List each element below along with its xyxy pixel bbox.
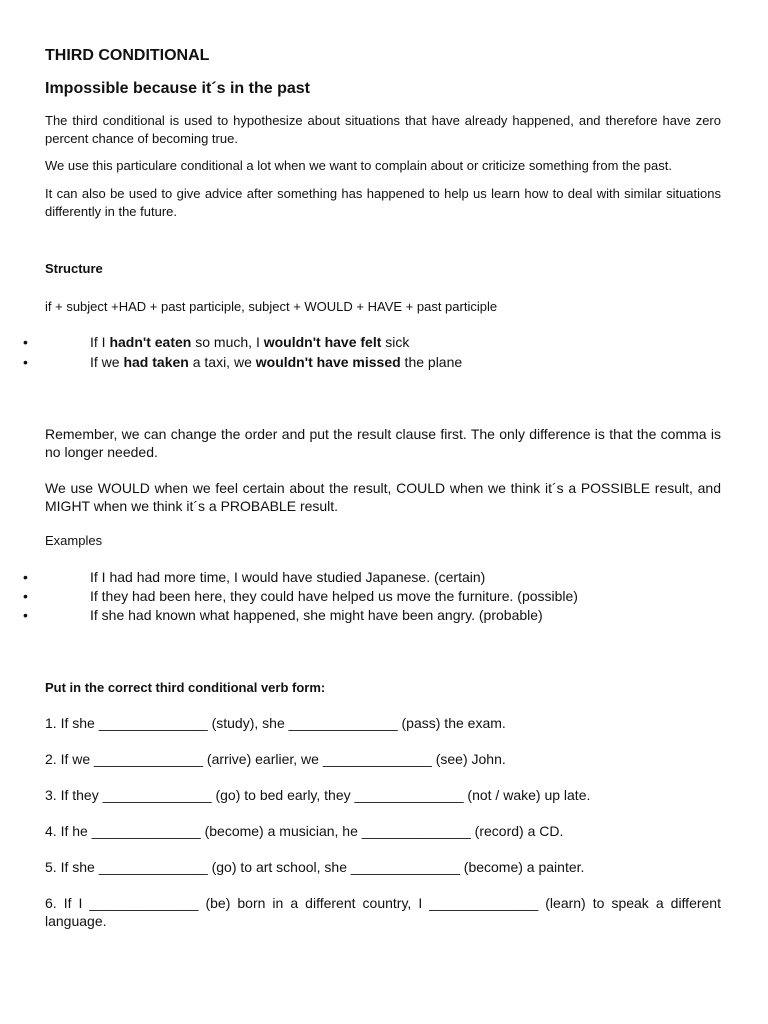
exercise-item-4: 4. If he ______________ (become) a musician, he ______________ (record) a CD.: [45, 823, 564, 839]
example-text: If I: [90, 334, 110, 350]
notes-paragraph-1: Remember, we can change the order and put the result clause first. The only difference is that the comma is no longer needed.: [45, 426, 721, 460]
exercise-item-6: 6. If I ______________ (be) born in a different country, I ______________ (learn) to speak a different language.: [45, 895, 721, 929]
bullet-icon: •: [23, 588, 28, 604]
structure-formula: if + subject +HAD + past participle, subject + WOULD + HAVE + past participle: [45, 299, 498, 314]
intro-paragraph-2: We use this particulare conditional a lot when we want to complain about or criticize something from the past.: [45, 158, 672, 173]
example-text: so much, I: [191, 334, 264, 350]
bullet-icon: •: [23, 569, 28, 585]
example-bold-verb: had taken: [123, 354, 189, 370]
structure-example-2: [23, 353, 723, 371]
exercise-item-3: 3. If they ______________ (go) to bed early, they ______________ (not / wake) up late.: [45, 787, 591, 803]
page-title: THIRD CONDITIONAL: [45, 47, 210, 64]
exercise-item-5: 5. If she ______________ (go) to art school, she ______________ (become) a painter.: [45, 859, 585, 875]
exercise-heading: Put in the correct third conditional verb form:: [45, 680, 326, 695]
example-item-1: [23, 568, 723, 586]
example-bold-verb: hadn't eaten: [109, 334, 192, 350]
example-item-text: If they had been here, they could have helped us move the furniture. (possible): [90, 588, 578, 604]
example-bold-verb: wouldn't have felt: [263, 334, 382, 350]
example-bold-verb: wouldn't have missed: [255, 354, 401, 370]
intro-paragraph-1: The third conditional is used to hypothesize about situations that have already happened, and therefore have zero percent chance of becoming true.: [45, 113, 721, 146]
structure-example-text: [90, 353, 462, 371]
example-item-text: If she had known what happened, she might have been angry. (probable): [90, 607, 543, 623]
structure-heading: Structure: [45, 261, 103, 276]
example-item-2: [23, 587, 723, 605]
intro-paragraph-3: It can also be used to give advice after something has happened to help us learn how to deal with similar situations differently in the future.: [45, 186, 721, 219]
exercise-item-1: 1. If she ______________ (study), she ______________ (pass) the exam.: [45, 715, 506, 731]
exercise-item-2: 2. If we ______________ (arrive) earlier, we ______________ (see) John.: [45, 751, 506, 767]
example-text: the plane: [400, 354, 463, 370]
bullet-icon: •: [23, 607, 28, 623]
notes-paragraph-2: We use WOULD when we feel certain about the result, COULD when we think it´s a POSSIBLE result, and MIGHT when we think it´s a PROBABLE result.: [45, 480, 721, 514]
example-item-text: If I had had more time, I would have studied Japanese. (certain): [90, 569, 486, 585]
examples-heading: Examples: [45, 533, 103, 548]
example-text: sick: [381, 334, 410, 350]
example-text: a taxi, we: [188, 354, 256, 370]
example-item-3: [23, 606, 723, 624]
example-text: If we: [90, 354, 124, 370]
structure-example-1: [23, 333, 723, 351]
bullet-icon: •: [23, 334, 28, 350]
page-subtitle: Impossible because it´s in the past: [45, 80, 310, 97]
structure-example-text: [90, 333, 409, 351]
bullet-icon: •: [23, 354, 28, 370]
